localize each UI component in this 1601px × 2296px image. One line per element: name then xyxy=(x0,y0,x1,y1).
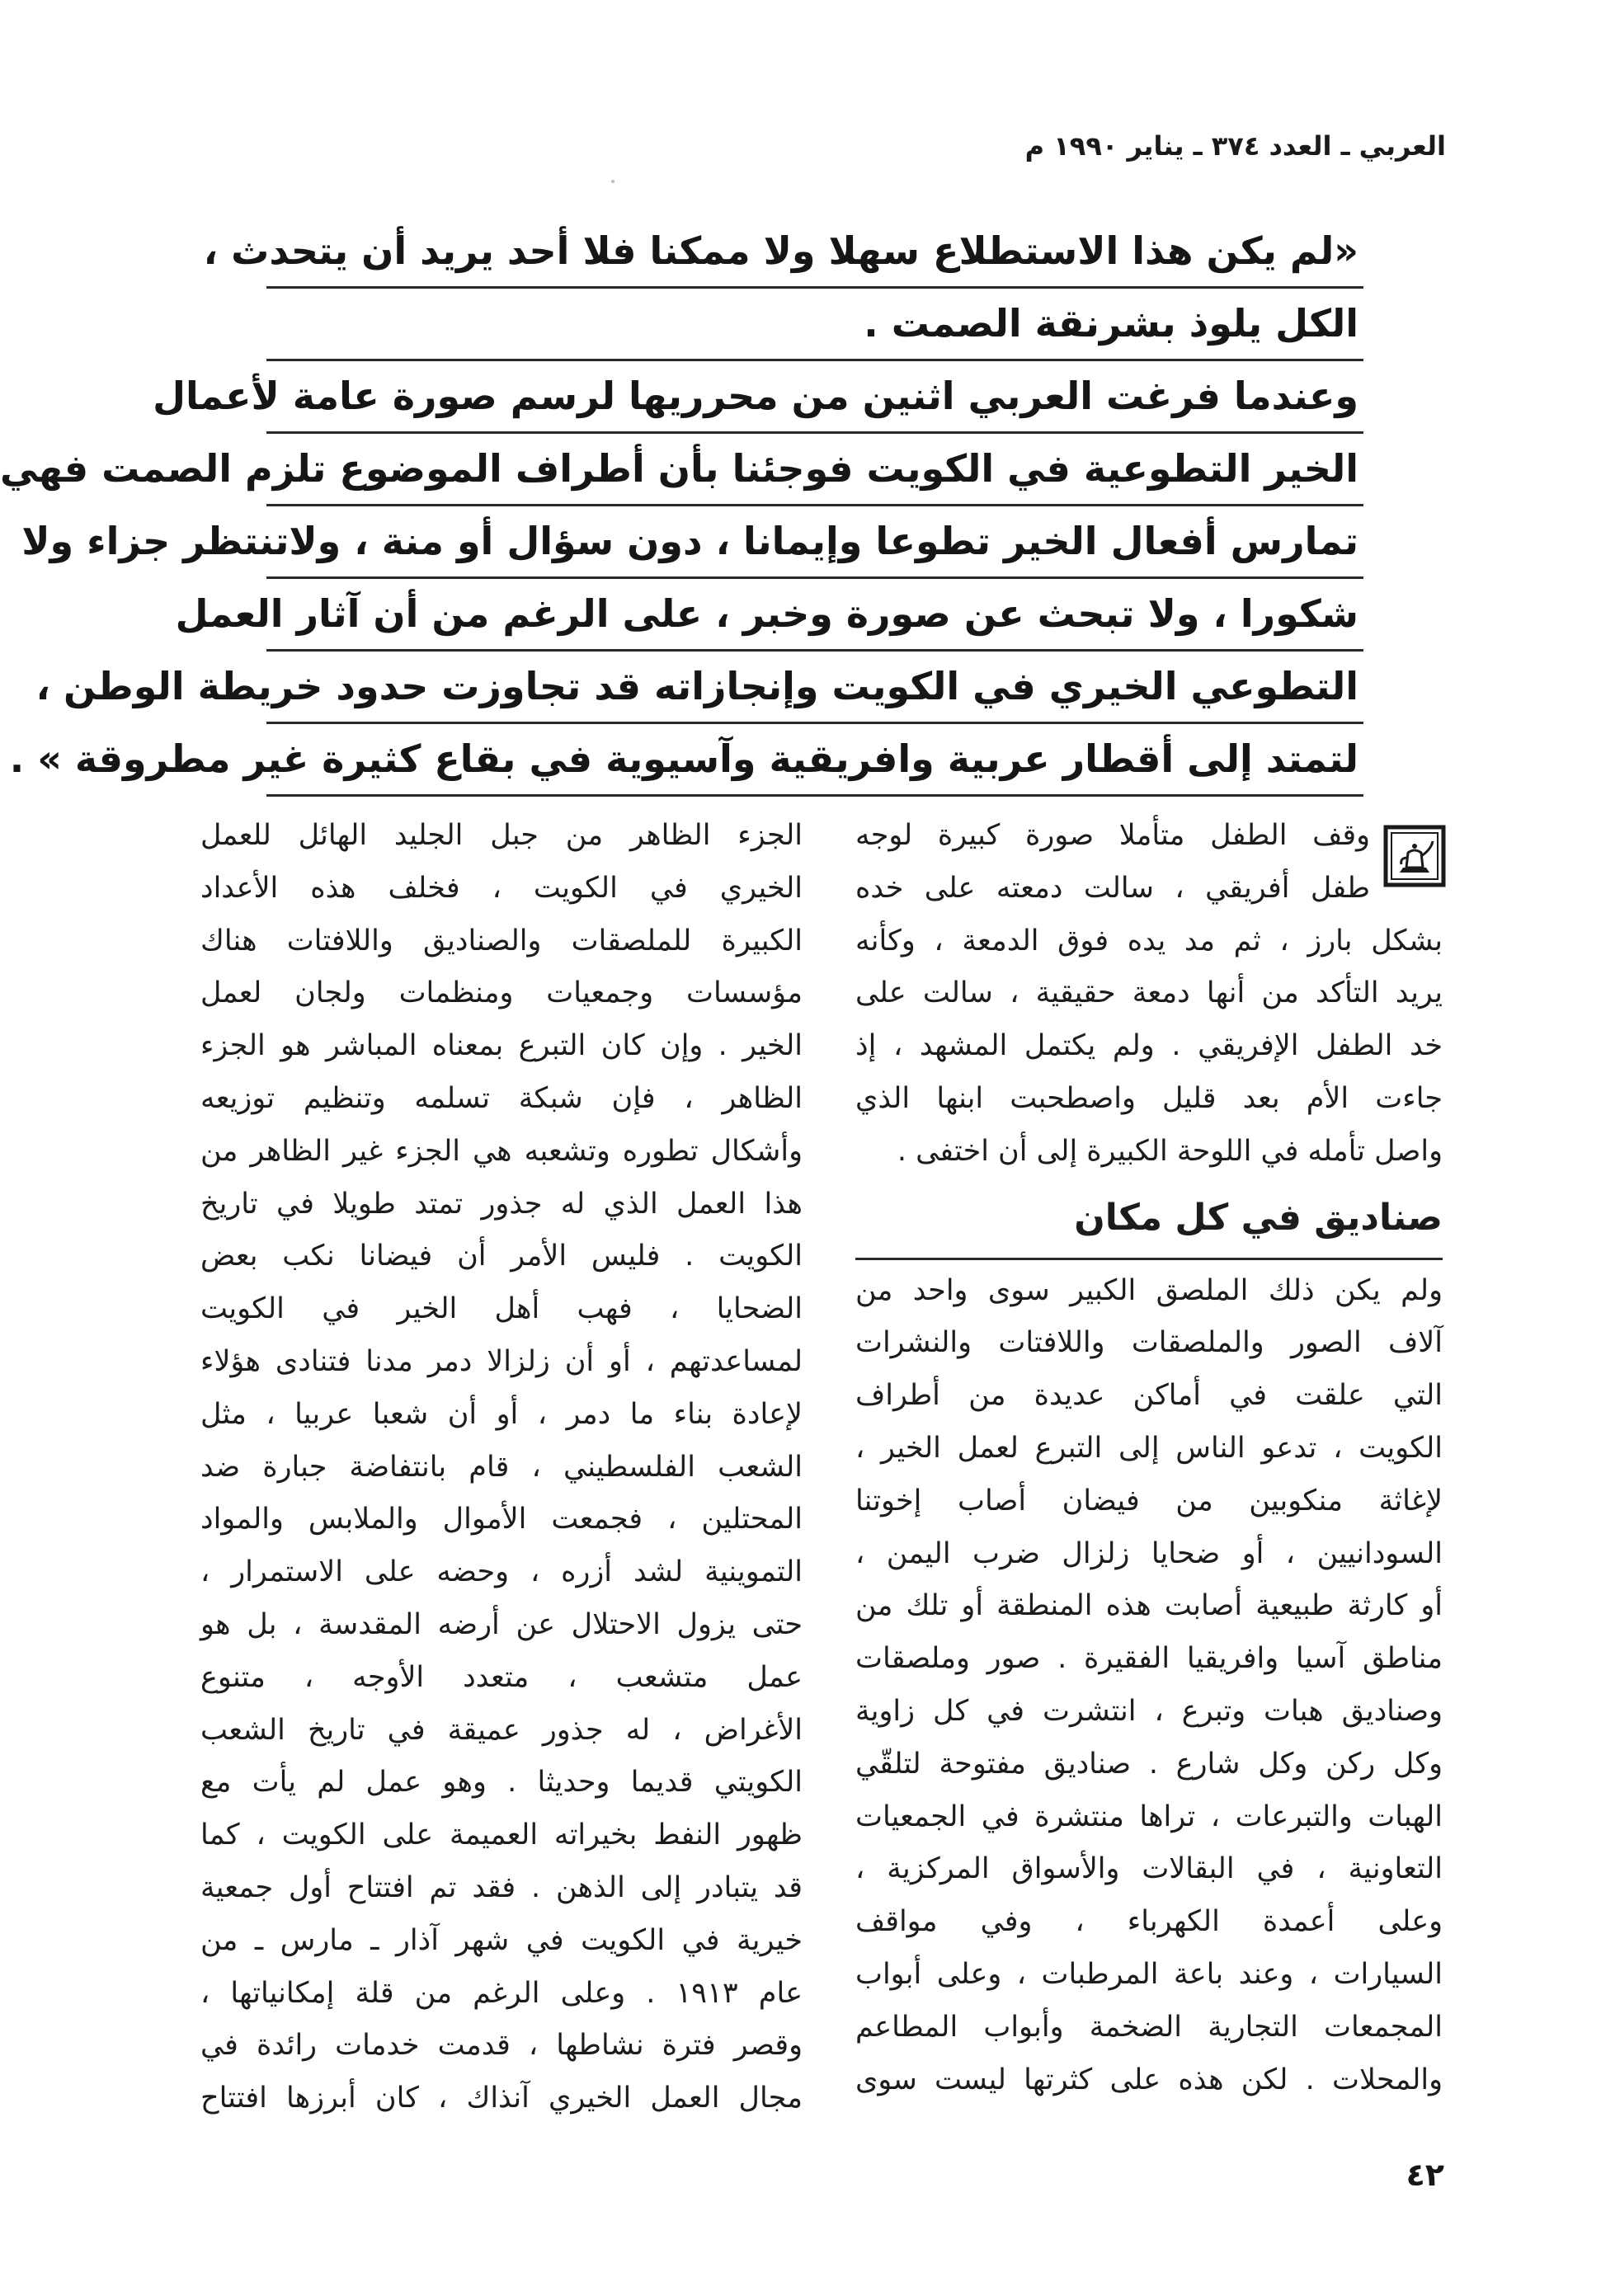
body-line: السودانيين ، أو ضحايا زلزال ضرب اليمن ، xyxy=(855,1536,1443,1570)
body-line: لإعادة بناء ما دمر ، أو أن شعبا عربيا ، مثل xyxy=(200,1397,803,1431)
left-column xyxy=(200,810,803,2125)
section-heading: صناديق في كل مكان xyxy=(1074,1196,1443,1239)
body-line: التموينية لشد أزره ، وحضه على الاستمرار ، xyxy=(200,1555,803,1589)
body-line: آلاف الصور والملصقات واللافتات والنشرات xyxy=(855,1326,1443,1360)
body-line: بشكل بارز ، ثم مد يده فوق الدمعة ، وكأنه xyxy=(855,924,1443,957)
body-line: واصل تأمله في اللوحة الكبيرة إلى أن اختفى . xyxy=(897,1134,1443,1168)
body-line: الكويت ، تدعو الناس إلى التبرع لعمل الخير ، xyxy=(855,1431,1443,1465)
intro-line: التطوعي الخيري في الكويت وإنجازاته قد تجاوزت حدود خريطة الوطن ، xyxy=(266,652,1363,724)
body-line: الكويت . فليس الأمر أن فيضانا نكب بعض xyxy=(200,1240,803,1273)
right-column xyxy=(855,810,1443,2106)
body-line: عمل متشعب ، متعدد الأوجه ، متنوع xyxy=(200,1660,803,1694)
body-line: مناطق آسيا وافريقيا الفقيرة . صور وملصقات xyxy=(855,1642,1443,1676)
body-line: الكويتي قديما وحديثا . وهو عمل لم يأت مع xyxy=(200,1766,803,1800)
intro-line: لتمتد إلى أقطار عربية وافريقية وآسيوية في بقاع كثيرة غير مطروقة » . xyxy=(266,724,1363,797)
body-line: عام ١٩١٣ . وعلى الرغم من قلة إمكانياتها ، xyxy=(200,1976,803,2010)
intro-line: «لم يكن هذا الاستطلاع سهلا ولا ممكنا فلا أحد يريد أن يتحدث ، xyxy=(266,216,1363,289)
body-line: خيرية في الكويت في شهر آذار ـ مارس ـ من xyxy=(200,1923,803,1957)
body-line: وعلى أعمدة الكهرباء ، وفي مواقف xyxy=(855,1905,1443,1939)
body-line: أو كارثة طبيعية أصابت هذه المنطقة أو تلك من xyxy=(855,1589,1443,1623)
body-line: مجال العمل الخيري آنذاك ، كان أبرزها افتتاح xyxy=(200,2082,803,2115)
body-line: الضحايا ، فهب أهل الخير في الكويت xyxy=(200,1292,803,1326)
body-line: ولم يكن ذلك الملصق الكبير سوى واحد من xyxy=(855,1273,1443,1307)
body-line: المحتلين ، فجمعت الأموال والملابس والمواد xyxy=(200,1503,803,1536)
body-line: الظاهر ، فإن شبكة تسلمه وتنظيم توزيعه xyxy=(200,1081,803,1115)
body-line: يريد التأكد من أنها دمعة حقيقية ، سالت على xyxy=(855,976,1443,1010)
body-line: الهبات والتبرعات ، تراها منتشرة في الجمعيات xyxy=(855,1800,1443,1833)
body-line: قد يتبادر إلى الذهن . فقد تم افتتاح أول جمعية xyxy=(200,1870,803,1904)
body-line: طفل أفريقي ، سالت دمعته على خده xyxy=(855,871,1370,905)
body-line: الأغراض ، له جذور عميقة في تاريخ الشعب xyxy=(200,1713,803,1747)
body-line: جاءت الأم بعد قليل واصطحبت ابنها الذي xyxy=(855,1081,1443,1115)
body-line: وقف الطفل متأملا صورة كبيرة لوجه xyxy=(855,819,1370,852)
body-line: الخيري في الكويت ، فخلف هذه الأعداد xyxy=(200,871,803,905)
body-line: مؤسسات وجمعيات ومنظمات ولجان لعمل xyxy=(200,976,803,1010)
intro-line: الخير التطوعية في الكويت فوجئنا بأن أطراف الموضوع تلزم الصمت فهي xyxy=(266,434,1363,506)
running-header: العربي ـ العدد ٣٧٤ ـ يناير ١٩٩٠ م xyxy=(1024,130,1446,162)
body-line: لإغاثة منكوبين من فيضان أصاب إخوتنا xyxy=(855,1484,1443,1517)
body-line: السيارات ، وعند باعة المرطبات ، وعلى أبواب xyxy=(855,1957,1443,1991)
intro-line: وعندما فرغت العربي اثنين من محرريها لرسم صورة عامة لأعمال xyxy=(266,361,1363,434)
print-speck xyxy=(611,180,615,183)
body-line: وقصر فترة نشاطها ، قدمت خدمات رائدة في xyxy=(200,2029,803,2063)
body-line: وصناديق هبات وتبرع ، انتشرت في كل زاوية xyxy=(855,1694,1443,1728)
body-line: والمحلات . لكن هذه على كثرتها ليست سوى xyxy=(855,2063,1443,2096)
intro-line: شكورا ، ولا تبحث عن صورة وخبر ، على الرغم من أن آثار العمل xyxy=(266,579,1363,652)
body-line: وأشكال تطوره وتشعبه هي الجزء غير الظاهر من xyxy=(200,1134,803,1168)
body-line: خد الطفل الإفريقي . ولم يكتمل المشهد ، إذ xyxy=(855,1029,1443,1063)
body-line: وكل ركن وكل شارع . صناديق مفتوحة لتلقّي xyxy=(855,1747,1443,1781)
body-line: التعاونية ، في البقالات والأسواق المركزية ، xyxy=(855,1852,1443,1886)
body-line: الشعب الفلسطيني ، قام بانتفاضة جبارة ضد xyxy=(200,1450,803,1484)
body-line: لمساعدتهم ، أو أن زلزالا دمر مدنا فتنادى هؤلاء xyxy=(200,1344,803,1378)
body-line: الخير . وإن كان التبرع بمعناه المباشر هو الجزء xyxy=(200,1029,803,1063)
body-line: الجزء الظاهر من جبل الجليد الهائل للعمل xyxy=(200,819,803,852)
body-line: ظهور النفط بخيراته العميمة على الكويت ، كما xyxy=(200,1818,803,1852)
body-line: حتى يزول الاحتلال عن أرضه المقدسة ، بل هو xyxy=(200,1607,803,1641)
intro-line: تمارس أفعال الخير تطوعا وإيمانا ، دون سؤال أو منة ، ولاتنتظر جزاء ولا xyxy=(266,506,1363,579)
intro-line: الكل يلوذ بشرنقة الصمت . xyxy=(266,289,1363,361)
body-line: الكبيرة للملصقات والصناديق واللافتات هناك xyxy=(200,924,803,957)
page-number: ٤٢ xyxy=(1406,2157,1444,2193)
body-line: التي علقت في أماكن عديدة من أطراف xyxy=(855,1379,1443,1413)
heading-rule xyxy=(855,1258,1443,1260)
body-line: المجمعات التجارية الضخمة وأبواب المطاعم xyxy=(855,2010,1443,2044)
intro-quote xyxy=(0,216,1363,797)
body-line: هذا العمل الذي له جذور تمتد طويلا في تاريخ xyxy=(200,1187,803,1221)
